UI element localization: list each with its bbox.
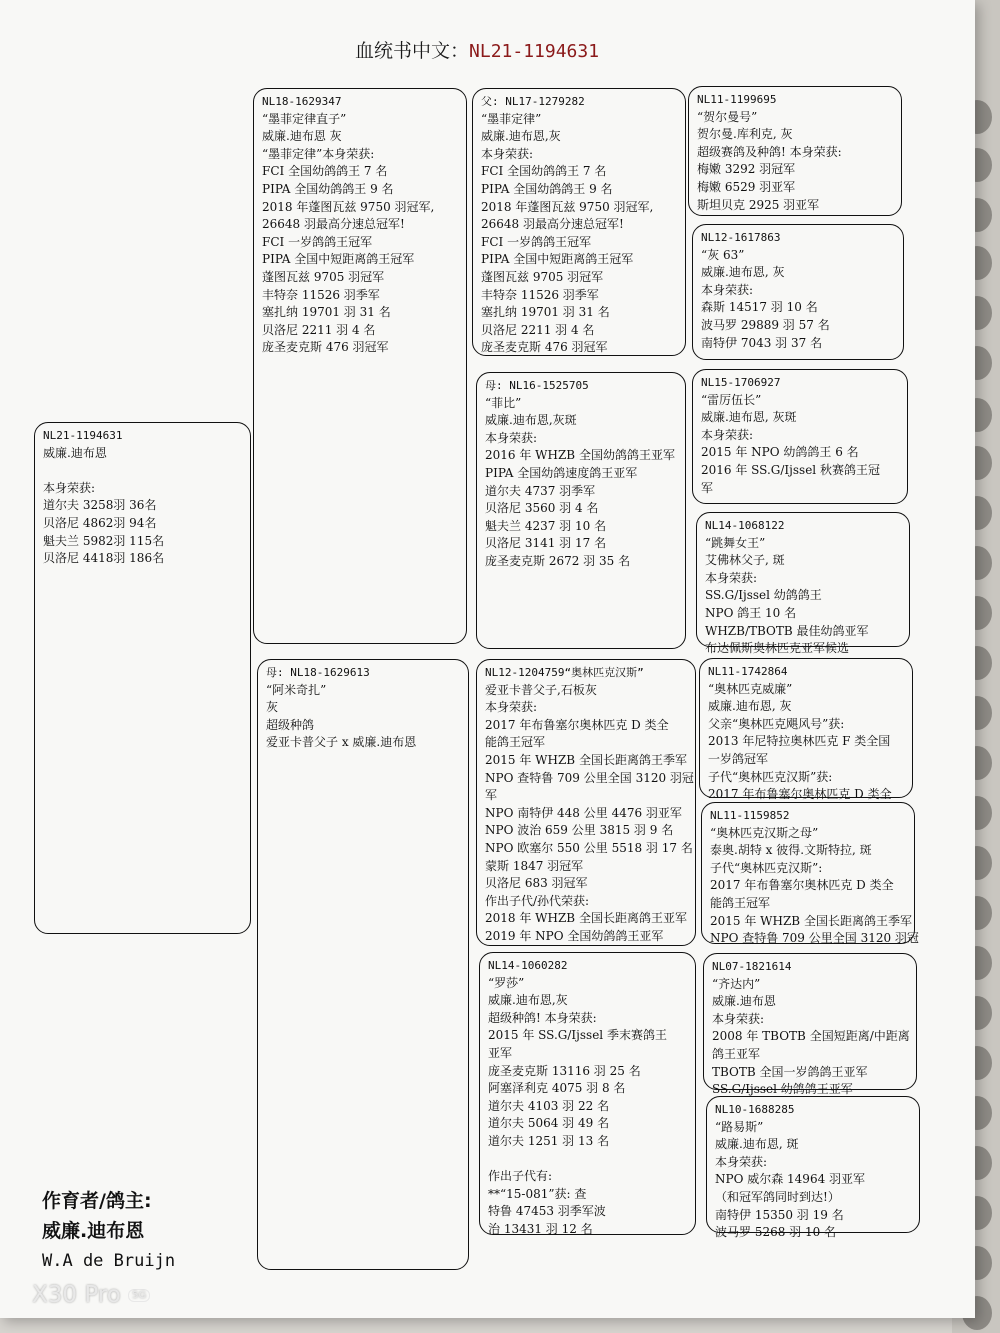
pedigree-line: 威廉.迪布恩, 灰 <box>708 699 792 714</box>
pedigree-line: 蓬图瓦兹 9705 羽冠军 <box>481 269 604 284</box>
pedigree-line: 威廉.迪布恩,灰斑 <box>485 413 577 428</box>
pedigree-line: PIPA 全国幼鸽鸽王 9 名 <box>481 181 613 196</box>
title-ring-number: NL21-1194631 <box>469 41 600 62</box>
ring-number: NL14-1068122 <box>705 519 785 532</box>
pedigree-line: 梅嫩 3292 羽冠军 <box>697 162 796 177</box>
pedigree-line: 一岁鸽冠军 <box>708 751 769 766</box>
pedigree-line: **“15-081”获: 查 <box>488 1186 587 1201</box>
pedigree-line: PIPA 全国中短距离鸽王冠军 <box>262 252 415 267</box>
pedigree-line: NPO 查特鲁 709 公里全国 3120 羽冠 <box>485 770 694 785</box>
pedigree-line: 波马罗 5268 羽 10 名 <box>715 1225 837 1240</box>
pedigree-line: 南特伊 15350 羽 19 名 <box>715 1207 844 1222</box>
pedigree-line: 灰 <box>266 700 279 715</box>
pedigree-line: NPO 欧塞尔 550 公里 5518 羽 17 名 <box>485 840 693 855</box>
dam-dam-card <box>479 952 696 1235</box>
watermark-network-badge: 5G <box>128 1289 150 1302</box>
ring-number: NL21-1194631 <box>43 429 123 442</box>
ring-number: 父: NL17-1279282 <box>481 95 585 108</box>
pedigree-line: FCI 全国幼鸽鸽王 7 名 <box>481 164 607 179</box>
ring-number: NL10-1688285 <box>715 1103 795 1116</box>
ring-number: 母: NL16-1525705 <box>485 379 589 392</box>
pedigree-line: 本身荣获: <box>712 1011 765 1026</box>
ring-number: NL12-1204759“奥林匹克汉斯” <box>485 666 644 679</box>
pedigree-line: NPO 查特鲁 709 公里全国 3120 羽冠 <box>710 931 919 946</box>
pedigree-line: 子代“奥林匹克汉斯”获: <box>708 769 833 784</box>
pedigree-line: 庞圣麦克斯 476 羽冠军 <box>262 340 389 355</box>
dam-sire-sire-card <box>699 658 913 802</box>
pedigree-line: 庞圣麦克斯 13116 羽 25 名 <box>488 1063 641 1078</box>
pedigree-line: 丰特奈 11526 羽季军 <box>262 287 380 302</box>
pedigree-line: “齐达内” <box>712 976 761 991</box>
ring-number: NL11-1199695 <box>697 93 777 106</box>
pedigree-line <box>488 1151 689 1169</box>
pedigree-line: 2017 年布鲁塞尔奥林匹克 D 类全 <box>708 787 892 802</box>
sire-dam-sire-card <box>692 369 908 504</box>
ring-number: 母: NL18-1629613 <box>266 666 370 679</box>
pedigree-line: “奥林匹克威廉” <box>708 681 793 696</box>
breeder-name-en: W.A de Bruijn <box>42 1251 176 1271</box>
pedigree-line: SS.G/Ijssel 幼鸽鸽王亚军 <box>712 1082 853 1097</box>
pedigree-line: FCI 全国幼鸽鸽王 7 名 <box>262 164 388 179</box>
pedigree-line: 2008 年 TBOTB 全国短距离/中距离 <box>712 1029 910 1044</box>
pedigree-line: 本身荣获: <box>705 570 758 585</box>
pedigree-line: 贝洛尼 2211 羽 4 名 <box>262 322 376 337</box>
pedigree-line: 南特伊 7043 羽 37 名 <box>701 335 823 350</box>
pedigree-line: 治 13431 羽 12 名 <box>488 1221 593 1236</box>
pedigree-line: 阿塞泽利克 4075 羽 8 名 <box>488 1081 626 1096</box>
pedigree-line <box>43 462 244 480</box>
pedigree-line: NPO 南特伊 448 公里 4476 羽亚军 <box>485 805 682 820</box>
pedigree-line: 超级种鸽! 本身荣获: <box>488 1010 597 1025</box>
pedigree-line: 超级赛鸽及种鸽! 本身荣获: <box>697 144 842 159</box>
pedigree-line: “墨菲定律” <box>481 111 542 126</box>
pedigree-line: 贝洛尼 3141 羽 17 名 <box>485 536 607 551</box>
pedigree-line: 贝洛尼 683 羽冠军 <box>485 876 588 891</box>
breeder-label: 作育者/鸽主: <box>42 1190 152 1212</box>
dam-dam-dam-card <box>706 1096 920 1240</box>
pedigree-line: 子代“奥林匹克汉斯”: <box>710 860 823 875</box>
pedigree-line: “罗莎” <box>488 975 525 990</box>
pedigree-line: NPO 威尔森 14964 羽亚军 <box>715 1172 866 1187</box>
ring-number: NL11-1742864 <box>708 665 788 678</box>
pedigree-line: 贝洛尼 4418羽 186名 <box>43 551 165 566</box>
dam-sire-card <box>476 659 696 946</box>
pedigree-line: 丰特奈 11526 羽季军 <box>481 287 599 302</box>
pedigree-line: PIPA 全国幼鸽速度鸽王亚军 <box>485 465 638 480</box>
pedigree-line: NPO 鸽王 10 名 <box>705 605 797 620</box>
pedigree-line: 本身荣获: <box>481 146 534 161</box>
pedigree-line: 塞扎纳 19701 羽 31 名 <box>481 305 610 320</box>
pedigree-line: 2016 年 WHZB 全国幼鸽鸽王亚军 <box>485 448 675 463</box>
dam-card <box>257 659 469 1270</box>
pedigree-line: 本身荣获: <box>43 480 96 495</box>
pedigree-line: 军 <box>701 480 714 495</box>
pedigree-line: 2017 年布鲁塞尔奥林匹克 D 类全 <box>710 878 894 893</box>
pedigree-line: 2018 年蓬图瓦兹 9750 羽冠军, <box>262 199 435 214</box>
sire-sire-card <box>472 88 686 356</box>
pedigree-line: 2015 年 WHZB 全国长距离鸽王季军 <box>710 913 912 928</box>
pedigree-line: 泰奥.胡特 x 彼得.文斯特拉, 斑 <box>710 843 872 858</box>
pedigree-line: “奥林匹克汉斯之母” <box>710 825 819 840</box>
pedigree-line: 2019 年 NPO 全国幼鸽鸽王亚军 <box>485 928 664 943</box>
pedigree-line: 威廉.迪布恩 灰 <box>262 129 342 144</box>
pedigree-line: SS.G/Ijssel 幼鸽鸽王 <box>705 588 822 603</box>
pedigree-line: 本身荣获: <box>485 700 538 715</box>
watermark-brand: X30 Pro <box>32 1282 121 1308</box>
ring-number: NL07-1821614 <box>712 960 792 973</box>
pedigree-line: 威廉.迪布恩, 斑 <box>715 1137 799 1152</box>
pedigree-line: 26648 羽最高分速总冠军! <box>481 217 624 232</box>
pedigree-line: 魁夫兰 5982羽 115名 <box>43 533 165 548</box>
pedigree-line: “路易斯” <box>715 1119 764 1134</box>
ring-number: NL18-1629347 <box>262 95 342 108</box>
sire-sire-sire-card <box>688 86 902 216</box>
pedigree-line: 特鲁 47453 羽季军波 <box>488 1204 606 1219</box>
pedigree-line: 本身荣获: <box>701 427 754 442</box>
dam-sire-dam-card <box>701 802 919 946</box>
pedigree-line: “阿米奇扎” <box>266 682 327 697</box>
pedigree-line: 本身荣获: <box>715 1154 768 1169</box>
dam-dam-sire-card <box>703 953 917 1097</box>
pedigree-line: 威廉.迪布恩, 灰 <box>701 265 785 280</box>
breeder-name: 威廉.迪布恩 <box>42 1220 145 1242</box>
pedigree-line: 蓬图瓦兹 9705 羽冠军 <box>262 269 385 284</box>
pedigree-line: WHZB/TBOTB 最佳幼鸽亚军 <box>705 623 869 638</box>
pedigree-line: 爱亚卡普父子 x 威廉.迪布恩 <box>266 735 417 750</box>
pedigree-line: PIPA 全国幼鸽鸽王 9 名 <box>262 181 394 196</box>
pedigree-line: 贝洛尼 2211 羽 4 名 <box>481 322 595 337</box>
sire-dam-dam-card <box>696 512 910 656</box>
ring-number: NL12-1617863 <box>701 231 781 244</box>
ring-number: NL11-1159852 <box>710 809 790 822</box>
pedigree-line: 威廉.迪布恩 <box>43 445 107 460</box>
pedigree-line: 超级种鸽 <box>266 717 315 732</box>
pedigree-line: 贝洛尼 3560 羽 4 名 <box>485 501 599 516</box>
pedigree-line: 2016 年 SS.G/Ijssel 秋赛鸽王冠 <box>701 462 880 477</box>
pedigree-line: 道尔夫 5064 羽 49 名 <box>488 1116 610 1131</box>
pedigree-line: 2015 年 WHZB 全国长距离鸽王季军 <box>485 752 687 767</box>
pedigree-line: 森斯 14517 羽 10 名 <box>701 300 818 315</box>
pedigree-line: 波马罗 29889 羽 57 名 <box>701 317 830 332</box>
pedigree-line: 2018 年蓬图瓦兹 9750 羽冠军, <box>481 199 654 214</box>
pedigree-line: 威廉.迪布恩 <box>712 994 776 1009</box>
pedigree-line: FCI 一岁鸽鸽王冠军 <box>262 234 373 249</box>
pedigree-line: 道尔夫 3258羽 36名 <box>43 498 157 513</box>
pedigree-line: NPO 波治 659 公里 3815 羽 9 名 <box>485 823 674 838</box>
pedigree-line: 2015 年 SS.G/Ijssel 季末赛鸽王 <box>488 1028 667 1043</box>
pedigree-line: FCI 一岁鸽鸽王冠军 <box>481 234 592 249</box>
pedigree-line: 威廉.迪布恩,灰 <box>488 993 568 1008</box>
pedigree-line: 能鸽王冠军 <box>710 895 771 910</box>
camera-watermark <box>32 1282 150 1308</box>
pedigree-line: 梅嫩 6529 羽亚军 <box>697 179 796 194</box>
pedigree-line: 爱亚卡普父子,石板灰 <box>485 682 597 697</box>
pedigree-line: 2018 年 WHZB 全国长距离鸽王亚军 <box>485 911 687 926</box>
pedigree-line: 作出子代/孙代荣获: <box>485 893 590 908</box>
ring-number: NL14-1060282 <box>488 959 568 972</box>
pedigree-line: 威廉.迪布恩,灰 <box>481 129 561 144</box>
pedigree-line: 布达佩斯奥林匹克亚军候选 <box>705 641 850 656</box>
pedigree-line: 道尔夫 1251 羽 13 名 <box>488 1133 610 1148</box>
pedigree-line: “墨菲定律直子” <box>262 111 347 126</box>
breeder-block <box>42 1186 175 1276</box>
pedigree-title <box>355 36 599 63</box>
pedigree-line: 能鸽王冠军 <box>485 735 546 750</box>
pedigree-line: 魁夫兰 4237 羽 10 名 <box>485 518 607 533</box>
pedigree-line: 2013 年尼特拉奥林匹克 F 类全国 <box>708 734 891 749</box>
pedigree-line: 鸽王亚军 <box>712 1046 761 1061</box>
pedigree-line: 军 <box>485 788 498 803</box>
pedigree-line: “雷厉伍长” <box>701 392 762 407</box>
pedigree-line: 本身荣获: <box>701 282 754 297</box>
pedigree-line: “墨菲定律”本身荣获: <box>262 146 375 161</box>
pedigree-line: 庞圣麦克斯 476 羽冠军 <box>481 340 608 355</box>
pedigree-line: 父亲“奥林匹克飓风号”获: <box>708 716 845 731</box>
pedigree-line: 26648 羽最高分速总冠军! <box>262 217 405 232</box>
ring-number: NL15-1706927 <box>701 376 781 389</box>
pedigree-line: 贝洛尼 4862羽 94名 <box>43 515 157 530</box>
subject-pigeon-card <box>34 422 251 934</box>
pedigree-line: “菲比” <box>485 395 522 410</box>
pedigree-line: 本身荣获: <box>485 430 538 445</box>
sire-card <box>253 88 467 644</box>
pedigree-line: 威廉.迪布恩, 灰斑 <box>701 410 797 425</box>
pedigree-line: （和冠军鸽同时到达!） <box>715 1189 840 1204</box>
pedigree-line: 塞扎纳 19701 羽 31 名 <box>262 305 391 320</box>
pedigree-line: 作出子代有: <box>488 1169 553 1184</box>
sire-sire-dam-card <box>692 224 904 360</box>
pedigree-line: TBOTB 全国一岁鸽鸽王亚军 <box>712 1064 868 1079</box>
pedigree-line: 道尔夫 4103 羽 22 名 <box>488 1098 610 1113</box>
pedigree-line: “贺尔曼号” <box>697 109 758 124</box>
pedigree-line: PIPA 全国中短距离鸽王冠军 <box>481 252 634 267</box>
pedigree-line: 道尔夫 4737 羽季军 <box>485 483 596 498</box>
pedigree-line: 艾佛林父子, 斑 <box>705 553 785 568</box>
pedigree-line: 斯坦贝克 2925 羽亚军 <box>697 197 820 212</box>
title-prefix: 血统书中文： <box>355 40 470 62</box>
pedigree-line: 蒙斯 1847 羽冠军 <box>485 858 584 873</box>
pedigree-line: “灰 63” <box>701 247 745 262</box>
sire-dam-card <box>476 372 686 649</box>
pedigree-line: 2015 年 NPO 幼鸽鸽王 6 名 <box>701 445 859 460</box>
pedigree-line: “跳舞女王” <box>705 535 766 550</box>
pedigree-line: 2017 年布鲁塞尔奥林匹克 D 类全 <box>485 717 669 732</box>
pedigree-line: 贺尔曼.库利克, 灰 <box>697 127 793 142</box>
pedigree-line: 庞圣麦克斯 2672 羽 35 名 <box>485 553 631 568</box>
pedigree-line: 亚军 <box>488 1045 513 1060</box>
